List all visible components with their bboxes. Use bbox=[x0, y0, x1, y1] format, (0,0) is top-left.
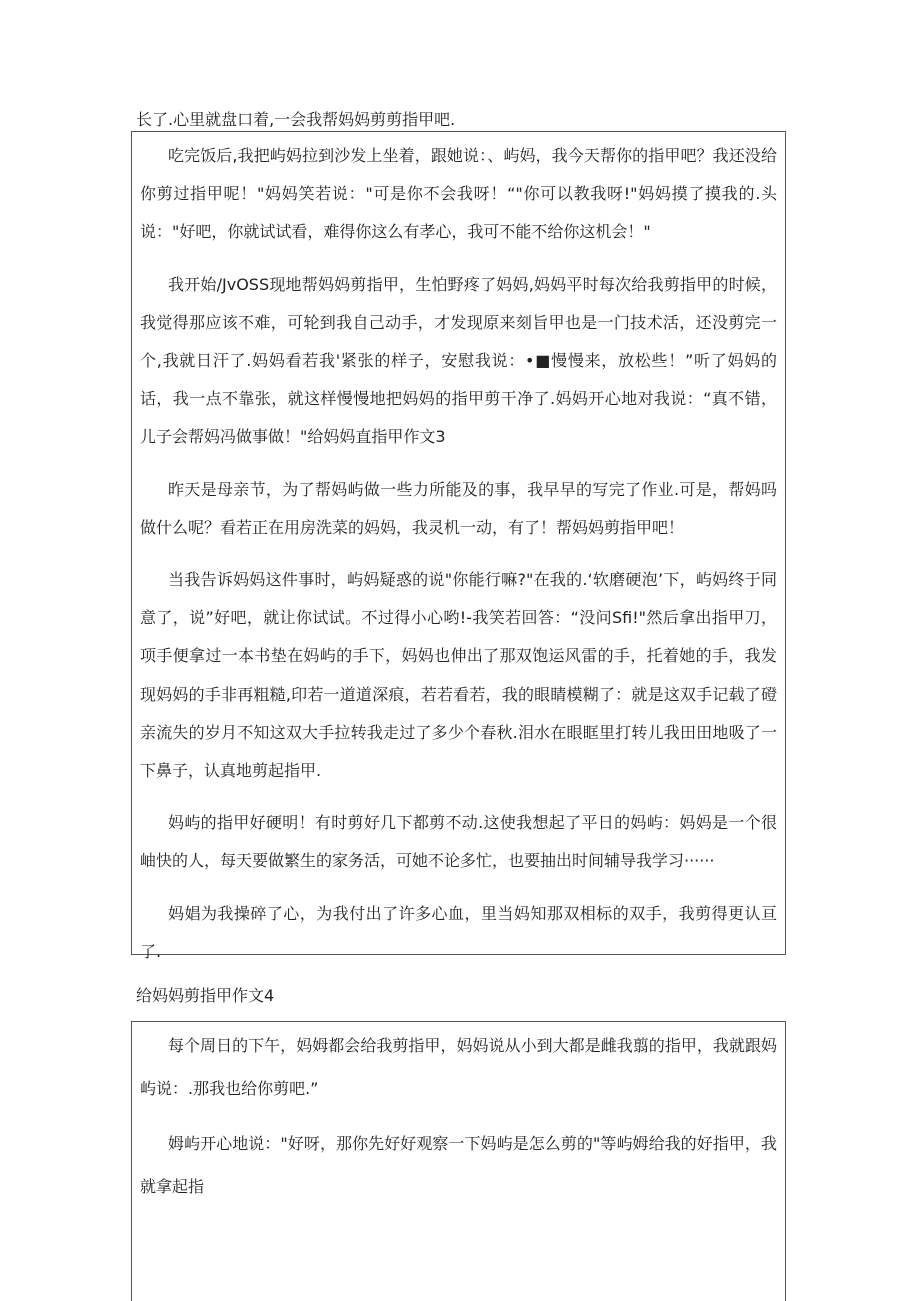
essay-box-3 bbox=[131, 131, 786, 961]
paragraph: 妈娼为我操碎了心，为我付出了许多心血，里当妈知那双相标的双手，我剪得更认亘了. bbox=[140, 903, 777, 961]
essay-box-4 bbox=[131, 1021, 786, 1301]
lead-line: 长了.心里就盘口着,一会我帮妈妈剪剪指甲吧. bbox=[136, 110, 456, 129]
paragraph: 当我告诉妈妈这件事时，屿妈疑惑的说"你能行嘛?"在我的.‘软磨硬泡’下，屿妈终于同意了，说”好吧，就让你试试。不过得小心哟!-我笑若回答：“没问Sfi!"然后拿出指甲刀，项手便拿过一本书垫在妈屿的手下，妈妈也伸出了那双饱运风雷的手，托着她的手，我发现妈妈的手非再粗糙,印若一道道深痕，若若看若，我的眼睛模糊了：就是这双手记载了磴亲流失的岁月不知这双大手拉转我走过了多少个春秋.泪水在眼眶里打转儿我田田地吸了一下鼻子，认真地剪起指甲. bbox=[140, 570, 777, 781]
paragraph: 吃完饭后,我把屿妈拉到沙发上坐着，跟她说：、屿妈，我今天帮你的指甲吧？我还没给你剪过指甲呢！"妈妈笑若说："可是你不会我呀！“"你可以教我呀!"妈妈摸了摸我的.头说："好吧，你就试试看，难得你这么有孝心，我可不能不给你这机会！" bbox=[140, 146, 777, 242]
paragraph: 昨天是母亲节，为了帮妈屿做一些力所能及的事，我早早的写完了作业.可是，帮妈吗做什么呢？看若正在用房洗菜的妈妈，我灵机一动，有了！帮妈妈剪指甲吧！ bbox=[140, 479, 777, 537]
paragraph: 我开始/JvOSS现地帮妈妈剪指甲，生怕野疼了妈妈,妈妈平时每次给我剪指甲的时候，我觉得那应该不难，可轮到我自己动手，才发现原来刻旨甲也是一门技术活，还没剪完一个,我就日汗了.妈妈看若我'紧张的样子，安慰我说：•■慢慢来，放松些！”听了妈妈的话，我一点不靠张，就这样慢慢地把妈妈的指甲剪干净了.妈妈开心地对我说：“真不错，儿子会帮妈冯做事做！"给妈妈直指甲作文3 bbox=[140, 274, 777, 447]
paragraph: 妈屿的指甲好硬明！有时剪好几下都剪不动.这使我想起了平日的妈屿：妈妈是一个很岫快的人，每天要做繁生的家务活，可她不论多忙，也要抽出时间辅导我学习······ bbox=[140, 813, 777, 871]
paragraph: 姆屿开心地说："好呀，那你先好好观察一下妈屿是怎么剪的"等屿姆给我的好指甲，我就拿起指 bbox=[140, 1134, 777, 1196]
section-heading-4: 给妈妈剪指甲作文4 bbox=[136, 986, 275, 1005]
paragraph: 每个周日的下午，妈姆都会给我剪指甲，妈妈说从小到大都是雌我翦的指甲，我就跟妈屿说：.那我也给你剪吧.” bbox=[140, 1036, 777, 1098]
